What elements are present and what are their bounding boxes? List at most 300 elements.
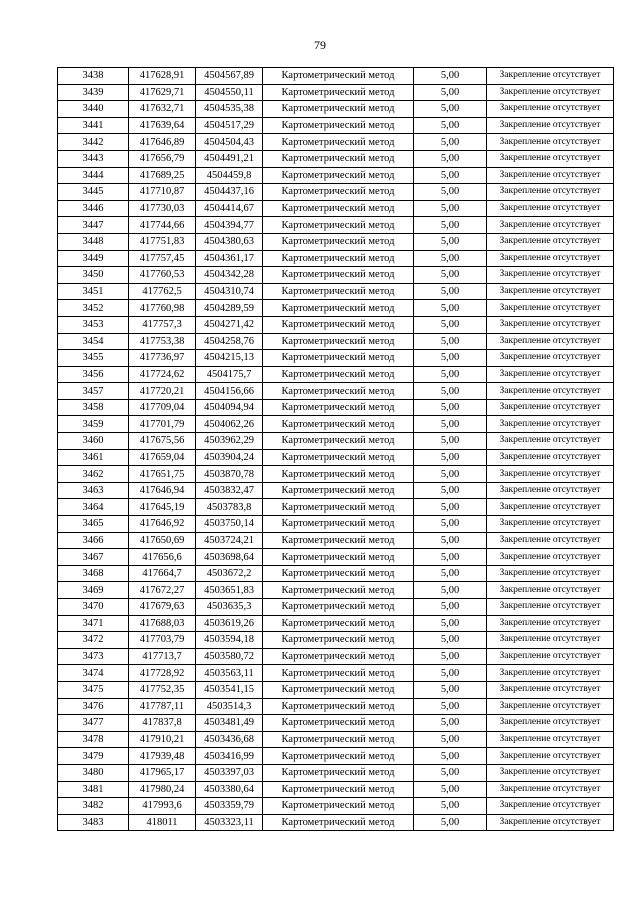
- table-row: [58, 665, 614, 682]
- accuracy-cell: 5,00: [414, 698, 487, 715]
- x-coordinate-cell: 417753,38: [129, 333, 196, 350]
- method-cell: Картометрический метод: [263, 267, 414, 284]
- y-coordinate-cell: 4504271,42: [196, 316, 263, 333]
- y-coordinate-cell: 4504394,77: [196, 217, 263, 234]
- y-coordinate-cell: 4504361,17: [196, 250, 263, 267]
- table-row: [58, 764, 614, 781]
- accuracy-cell: 5,00: [414, 549, 487, 566]
- method-cell: Картометрический метод: [263, 466, 414, 483]
- y-coordinate-cell: 4503783,8: [196, 499, 263, 516]
- accuracy-cell: 5,00: [414, 565, 487, 582]
- point-number-cell: 3446: [58, 200, 129, 217]
- x-coordinate-cell: 417730,03: [129, 200, 196, 217]
- y-coordinate-cell: 4503870,78: [196, 466, 263, 483]
- point-number-cell: 3454: [58, 333, 129, 350]
- y-coordinate-cell: 4503635,3: [196, 599, 263, 616]
- fixing-cell: Закрепление отсутствует: [487, 416, 614, 433]
- point-number-cell: 3477: [58, 715, 129, 732]
- method-cell: Картометрический метод: [263, 383, 414, 400]
- accuracy-cell: 5,00: [414, 333, 487, 350]
- x-coordinate-cell: 417628,91: [129, 68, 196, 85]
- table-row: [58, 84, 614, 101]
- accuracy-cell: 5,00: [414, 516, 487, 533]
- x-coordinate-cell: 417701,79: [129, 416, 196, 433]
- table-row: [58, 416, 614, 433]
- y-coordinate-cell: 4503359,79: [196, 798, 263, 815]
- coordinates-table: [57, 67, 614, 831]
- x-coordinate-cell: 417910,21: [129, 731, 196, 748]
- method-cell: Картометрический метод: [263, 350, 414, 367]
- y-coordinate-cell: 4503904,24: [196, 449, 263, 466]
- point-number-cell: 3478: [58, 731, 129, 748]
- method-cell: Картометрический метод: [263, 764, 414, 781]
- accuracy-cell: 5,00: [414, 632, 487, 649]
- fixing-cell: Закрепление отсутствует: [487, 117, 614, 134]
- point-number-cell: 3474: [58, 665, 129, 682]
- y-coordinate-cell: 4504517,29: [196, 117, 263, 134]
- fixing-cell: Закрепление отсутствует: [487, 101, 614, 118]
- x-coordinate-cell: 417656,79: [129, 150, 196, 167]
- x-coordinate-cell: 417651,75: [129, 466, 196, 483]
- method-cell: Картометрический метод: [263, 549, 414, 566]
- point-number-cell: 3475: [58, 681, 129, 698]
- point-number-cell: 3473: [58, 648, 129, 665]
- accuracy-cell: 5,00: [414, 416, 487, 433]
- y-coordinate-cell: 4504535,38: [196, 101, 263, 118]
- x-coordinate-cell: 417757,3: [129, 316, 196, 333]
- fixing-cell: Закрепление отсутствует: [487, 798, 614, 815]
- accuracy-cell: 5,00: [414, 648, 487, 665]
- fixing-cell: Закрепление отсутствует: [487, 482, 614, 499]
- point-number-cell: 3480: [58, 764, 129, 781]
- y-coordinate-cell: 4503397,03: [196, 764, 263, 781]
- point-number-cell: 3443: [58, 150, 129, 167]
- fixing-cell: Закрепление отсутствует: [487, 764, 614, 781]
- accuracy-cell: 5,00: [414, 466, 487, 483]
- y-coordinate-cell: 4504310,74: [196, 283, 263, 300]
- fixing-cell: Закрепление отсутствует: [487, 698, 614, 715]
- y-coordinate-cell: 4503750,14: [196, 516, 263, 533]
- y-coordinate-cell: 4504289,59: [196, 300, 263, 317]
- fixing-cell: Закрепление отсутствует: [487, 681, 614, 698]
- fixing-cell: Закрепление отсутствует: [487, 250, 614, 267]
- y-coordinate-cell: 4504215,13: [196, 350, 263, 367]
- fixing-cell: Закрепление отсутствует: [487, 599, 614, 616]
- fixing-cell: Закрепление отсутствует: [487, 84, 614, 101]
- table-row: [58, 233, 614, 250]
- x-coordinate-cell: 417752,35: [129, 681, 196, 698]
- x-coordinate-cell: 417672,27: [129, 582, 196, 599]
- x-coordinate-cell: 417993,6: [129, 798, 196, 815]
- x-coordinate-cell: 417689,25: [129, 167, 196, 184]
- x-coordinate-cell: 417713,7: [129, 648, 196, 665]
- x-coordinate-cell: 417645,19: [129, 499, 196, 516]
- point-number-cell: 3476: [58, 698, 129, 715]
- x-coordinate-cell: 417939,48: [129, 748, 196, 765]
- accuracy-cell: 5,00: [414, 482, 487, 499]
- x-coordinate-cell: 417709,04: [129, 399, 196, 416]
- method-cell: Картометрический метод: [263, 366, 414, 383]
- accuracy-cell: 5,00: [414, 101, 487, 118]
- accuracy-cell: 5,00: [414, 68, 487, 85]
- y-coordinate-cell: 4503514,3: [196, 698, 263, 715]
- accuracy-cell: 5,00: [414, 433, 487, 450]
- point-number-cell: 3467: [58, 549, 129, 566]
- accuracy-cell: 5,00: [414, 167, 487, 184]
- accuracy-cell: 5,00: [414, 233, 487, 250]
- method-cell: Картометрический метод: [263, 316, 414, 333]
- fixing-cell: Закрепление отсутствует: [487, 715, 614, 732]
- point-number-cell: 3459: [58, 416, 129, 433]
- method-cell: Картометрический метод: [263, 200, 414, 217]
- table-row: [58, 316, 614, 333]
- point-number-cell: 3471: [58, 615, 129, 632]
- fixing-cell: Закрепление отсутствует: [487, 814, 614, 831]
- point-number-cell: 3450: [58, 267, 129, 284]
- method-cell: Картометрический метод: [263, 565, 414, 582]
- table-row: [58, 648, 614, 665]
- y-coordinate-cell: 4504380,63: [196, 233, 263, 250]
- fixing-cell: Закрепление отсутствует: [487, 68, 614, 85]
- x-coordinate-cell: 417646,89: [129, 134, 196, 151]
- table-row: [58, 499, 614, 516]
- x-coordinate-cell: 417646,94: [129, 482, 196, 499]
- accuracy-cell: 5,00: [414, 84, 487, 101]
- method-cell: Картометрический метод: [263, 217, 414, 234]
- point-number-cell: 3460: [58, 433, 129, 450]
- fixing-cell: Закрепление отсутствует: [487, 781, 614, 798]
- table-row: [58, 101, 614, 118]
- x-coordinate-cell: 417639,64: [129, 117, 196, 134]
- y-coordinate-cell: 4504504,43: [196, 134, 263, 151]
- method-cell: Картометрический метод: [263, 748, 414, 765]
- point-number-cell: 3464: [58, 499, 129, 516]
- y-coordinate-cell: 4503962,29: [196, 433, 263, 450]
- x-coordinate-cell: 417675,56: [129, 433, 196, 450]
- method-cell: Картометрический метод: [263, 698, 414, 715]
- y-coordinate-cell: 4504062,26: [196, 416, 263, 433]
- table-row: [58, 698, 614, 715]
- accuracy-cell: 5,00: [414, 200, 487, 217]
- accuracy-cell: 5,00: [414, 316, 487, 333]
- x-coordinate-cell: 417656,6: [129, 549, 196, 566]
- x-coordinate-cell: 417760,53: [129, 267, 196, 284]
- fixing-cell: Закрепление отсутствует: [487, 366, 614, 383]
- method-cell: Картометрический метод: [263, 681, 414, 698]
- point-number-cell: 3453: [58, 316, 129, 333]
- point-number-cell: 3472: [58, 632, 129, 649]
- accuracy-cell: 5,00: [414, 599, 487, 616]
- fixing-cell: Закрепление отсутствует: [487, 731, 614, 748]
- x-coordinate-cell: 417744,66: [129, 217, 196, 234]
- fixing-cell: Закрепление отсутствует: [487, 466, 614, 483]
- method-cell: Картометрический метод: [263, 150, 414, 167]
- table-row: [58, 516, 614, 533]
- point-number-cell: 3456: [58, 366, 129, 383]
- point-number-cell: 3470: [58, 599, 129, 616]
- method-cell: Картометрический метод: [263, 117, 414, 134]
- method-cell: Картометрический метод: [263, 648, 414, 665]
- accuracy-cell: 5,00: [414, 399, 487, 416]
- table-row: [58, 814, 614, 831]
- x-coordinate-cell: 417724,62: [129, 366, 196, 383]
- table-row: [58, 632, 614, 649]
- table-row: [58, 549, 614, 566]
- method-cell: Картометрический метод: [263, 582, 414, 599]
- method-cell: Картометрический метод: [263, 416, 414, 433]
- point-number-cell: 3482: [58, 798, 129, 815]
- x-coordinate-cell: 417632,71: [129, 101, 196, 118]
- method-cell: Картометрический метод: [263, 433, 414, 450]
- x-coordinate-cell: 417762,5: [129, 283, 196, 300]
- x-coordinate-cell: 417787,11: [129, 698, 196, 715]
- table-row: [58, 715, 614, 732]
- table-row: [58, 150, 614, 167]
- fixing-cell: Закрепление отсутствует: [487, 134, 614, 151]
- point-number-cell: 3457: [58, 383, 129, 400]
- accuracy-cell: 5,00: [414, 582, 487, 599]
- table-row: [58, 167, 614, 184]
- x-coordinate-cell: 417679,63: [129, 599, 196, 616]
- method-cell: Картометрический метод: [263, 798, 414, 815]
- accuracy-cell: 5,00: [414, 184, 487, 201]
- table-row: [58, 433, 614, 450]
- x-coordinate-cell: 417837,8: [129, 715, 196, 732]
- method-cell: Картометрический метод: [263, 134, 414, 151]
- accuracy-cell: 5,00: [414, 300, 487, 317]
- y-coordinate-cell: 4504459,8: [196, 167, 263, 184]
- y-coordinate-cell: 4504342,28: [196, 267, 263, 284]
- accuracy-cell: 5,00: [414, 217, 487, 234]
- page-number: 79: [314, 38, 326, 52]
- method-cell: Картометрический метод: [263, 167, 414, 184]
- point-number-cell: 3441: [58, 117, 129, 134]
- y-coordinate-cell: 4503832,47: [196, 482, 263, 499]
- table-row: [58, 748, 614, 765]
- fixing-cell: Закрепление отсутствует: [487, 615, 614, 632]
- accuracy-cell: 5,00: [414, 499, 487, 516]
- y-coordinate-cell: 4503594,18: [196, 632, 263, 649]
- y-coordinate-cell: 4504437,16: [196, 184, 263, 201]
- y-coordinate-cell: 4504567,89: [196, 68, 263, 85]
- method-cell: Картометрический метод: [263, 333, 414, 350]
- fixing-cell: Закрепление отсутствует: [487, 167, 614, 184]
- accuracy-cell: 5,00: [414, 283, 487, 300]
- table-row: [58, 134, 614, 151]
- table-row: [58, 383, 614, 400]
- fixing-cell: Закрепление отсутствует: [487, 449, 614, 466]
- x-coordinate-cell: 417728,92: [129, 665, 196, 682]
- table-row: [58, 781, 614, 798]
- point-number-cell: 3479: [58, 748, 129, 765]
- fixing-cell: Закрепление отсутствует: [487, 333, 614, 350]
- point-number-cell: 3465: [58, 516, 129, 533]
- accuracy-cell: 5,00: [414, 615, 487, 632]
- point-number-cell: 3466: [58, 532, 129, 549]
- y-coordinate-cell: 4504175,7: [196, 366, 263, 383]
- fixing-cell: Закрепление отсутствует: [487, 267, 614, 284]
- y-coordinate-cell: 4503541,15: [196, 681, 263, 698]
- method-cell: Картометрический метод: [263, 184, 414, 201]
- fixing-cell: Закрепление отсутствует: [487, 200, 614, 217]
- table-row: [58, 200, 614, 217]
- fixing-cell: Закрепление отсутствует: [487, 383, 614, 400]
- y-coordinate-cell: 4504491,21: [196, 150, 263, 167]
- table-row: [58, 615, 614, 632]
- accuracy-cell: 5,00: [414, 665, 487, 682]
- x-coordinate-cell: 417710,87: [129, 184, 196, 201]
- y-coordinate-cell: 4503436,68: [196, 731, 263, 748]
- method-cell: Картометрический метод: [263, 84, 414, 101]
- y-coordinate-cell: 4503481,49: [196, 715, 263, 732]
- fixing-cell: Закрепление отсутствует: [487, 150, 614, 167]
- point-number-cell: 3481: [58, 781, 129, 798]
- method-cell: Картометрический метод: [263, 482, 414, 499]
- accuracy-cell: 5,00: [414, 781, 487, 798]
- table-row: [58, 217, 614, 234]
- x-coordinate-cell: 417757,45: [129, 250, 196, 267]
- method-cell: Картометрический метод: [263, 532, 414, 549]
- x-coordinate-cell: 417659,04: [129, 449, 196, 466]
- table-row: [58, 582, 614, 599]
- method-cell: Картометрический метод: [263, 449, 414, 466]
- x-coordinate-cell: 417646,92: [129, 516, 196, 533]
- accuracy-cell: 5,00: [414, 117, 487, 134]
- x-coordinate-cell: 417736,97: [129, 350, 196, 367]
- table-row: [58, 250, 614, 267]
- point-number-cell: 3438: [58, 68, 129, 85]
- method-cell: Картометрический метод: [263, 101, 414, 118]
- method-cell: Картометрический метод: [263, 233, 414, 250]
- fixing-cell: Закрепление отсутствует: [487, 499, 614, 516]
- table-row: [58, 68, 614, 85]
- fixing-cell: Закрепление отсутствует: [487, 565, 614, 582]
- fixing-cell: Закрепление отсутствует: [487, 582, 614, 599]
- x-coordinate-cell: 417751,83: [129, 233, 196, 250]
- point-number-cell: 3469: [58, 582, 129, 599]
- accuracy-cell: 5,00: [414, 383, 487, 400]
- table-row: [58, 482, 614, 499]
- fixing-cell: Закрепление отсутствует: [487, 532, 614, 549]
- accuracy-cell: 5,00: [414, 532, 487, 549]
- point-number-cell: 3442: [58, 134, 129, 151]
- method-cell: Картометрический метод: [263, 283, 414, 300]
- point-number-cell: 3440: [58, 101, 129, 118]
- table-row: [58, 532, 614, 549]
- x-coordinate-cell: 418011: [129, 814, 196, 831]
- method-cell: Картометрический метод: [263, 731, 414, 748]
- x-coordinate-cell: 417688,03: [129, 615, 196, 632]
- method-cell: Картометрический метод: [263, 814, 414, 831]
- table-row: [58, 366, 614, 383]
- fixing-cell: Закрепление отсутствует: [487, 433, 614, 450]
- fixing-cell: Закрепление отсутствует: [487, 665, 614, 682]
- point-number-cell: 3448: [58, 233, 129, 250]
- y-coordinate-cell: 4504094,94: [196, 399, 263, 416]
- fixing-cell: Закрепление отсутствует: [487, 184, 614, 201]
- fixing-cell: Закрепление отсутствует: [487, 300, 614, 317]
- x-coordinate-cell: 417760,98: [129, 300, 196, 317]
- point-number-cell: 3439: [58, 84, 129, 101]
- y-coordinate-cell: 4503698,64: [196, 549, 263, 566]
- accuracy-cell: 5,00: [414, 350, 487, 367]
- table-row: [58, 798, 614, 815]
- point-number-cell: 3462: [58, 466, 129, 483]
- accuracy-cell: 5,00: [414, 134, 487, 151]
- point-number-cell: 3468: [58, 565, 129, 582]
- accuracy-cell: 5,00: [414, 250, 487, 267]
- fixing-cell: Закрепление отсутствует: [487, 350, 614, 367]
- method-cell: Картометрический метод: [263, 715, 414, 732]
- accuracy-cell: 5,00: [414, 814, 487, 831]
- accuracy-cell: 5,00: [414, 267, 487, 284]
- method-cell: Картометрический метод: [263, 632, 414, 649]
- x-coordinate-cell: 417965,17: [129, 764, 196, 781]
- y-coordinate-cell: 4503651,83: [196, 582, 263, 599]
- y-coordinate-cell: 4503619,26: [196, 615, 263, 632]
- point-number-cell: 3458: [58, 399, 129, 416]
- method-cell: Картометрический метод: [263, 615, 414, 632]
- x-coordinate-cell: 417703,79: [129, 632, 196, 649]
- point-number-cell: 3447: [58, 217, 129, 234]
- fixing-cell: Закрепление отсутствует: [487, 217, 614, 234]
- method-cell: Картометрический метод: [263, 399, 414, 416]
- x-coordinate-cell: 417664,7: [129, 565, 196, 582]
- method-cell: Картометрический метод: [263, 599, 414, 616]
- accuracy-cell: 5,00: [414, 748, 487, 765]
- table-row: [58, 283, 614, 300]
- fixing-cell: Закрепление отсутствует: [487, 516, 614, 533]
- accuracy-cell: 5,00: [414, 731, 487, 748]
- method-cell: Картометрический метод: [263, 68, 414, 85]
- point-number-cell: 3451: [58, 283, 129, 300]
- x-coordinate-cell: 417650,69: [129, 532, 196, 549]
- y-coordinate-cell: 4503380,64: [196, 781, 263, 798]
- y-coordinate-cell: 4503724,21: [196, 532, 263, 549]
- fixing-cell: Закрепление отсутствует: [487, 283, 614, 300]
- x-coordinate-cell: 417720,21: [129, 383, 196, 400]
- table-row: [58, 731, 614, 748]
- fixing-cell: Закрепление отсутствует: [487, 233, 614, 250]
- point-number-cell: 3461: [58, 449, 129, 466]
- fixing-cell: Закрепление отсутствует: [487, 549, 614, 566]
- fixing-cell: Закрепление отсутствует: [487, 399, 614, 416]
- accuracy-cell: 5,00: [414, 366, 487, 383]
- method-cell: Картометрический метод: [263, 516, 414, 533]
- table-row: [58, 333, 614, 350]
- point-number-cell: 3455: [58, 350, 129, 367]
- x-coordinate-cell: 417980,24: [129, 781, 196, 798]
- table-row: [58, 184, 614, 201]
- table-row: [58, 117, 614, 134]
- accuracy-cell: 5,00: [414, 449, 487, 466]
- fixing-cell: Закрепление отсутствует: [487, 632, 614, 649]
- y-coordinate-cell: 4504258,76: [196, 333, 263, 350]
- fixing-cell: Закрепление отсутствует: [487, 748, 614, 765]
- fixing-cell: Закрепление отсутствует: [487, 316, 614, 333]
- method-cell: Картометрический метод: [263, 250, 414, 267]
- fixing-cell: Закрепление отсутствует: [487, 648, 614, 665]
- table-row: [58, 466, 614, 483]
- table-row: [58, 300, 614, 317]
- accuracy-cell: 5,00: [414, 715, 487, 732]
- accuracy-cell: 5,00: [414, 150, 487, 167]
- table-row: [58, 599, 614, 616]
- y-coordinate-cell: 4503416,99: [196, 748, 263, 765]
- accuracy-cell: 5,00: [414, 764, 487, 781]
- y-coordinate-cell: 4503563,11: [196, 665, 263, 682]
- table-row: [58, 449, 614, 466]
